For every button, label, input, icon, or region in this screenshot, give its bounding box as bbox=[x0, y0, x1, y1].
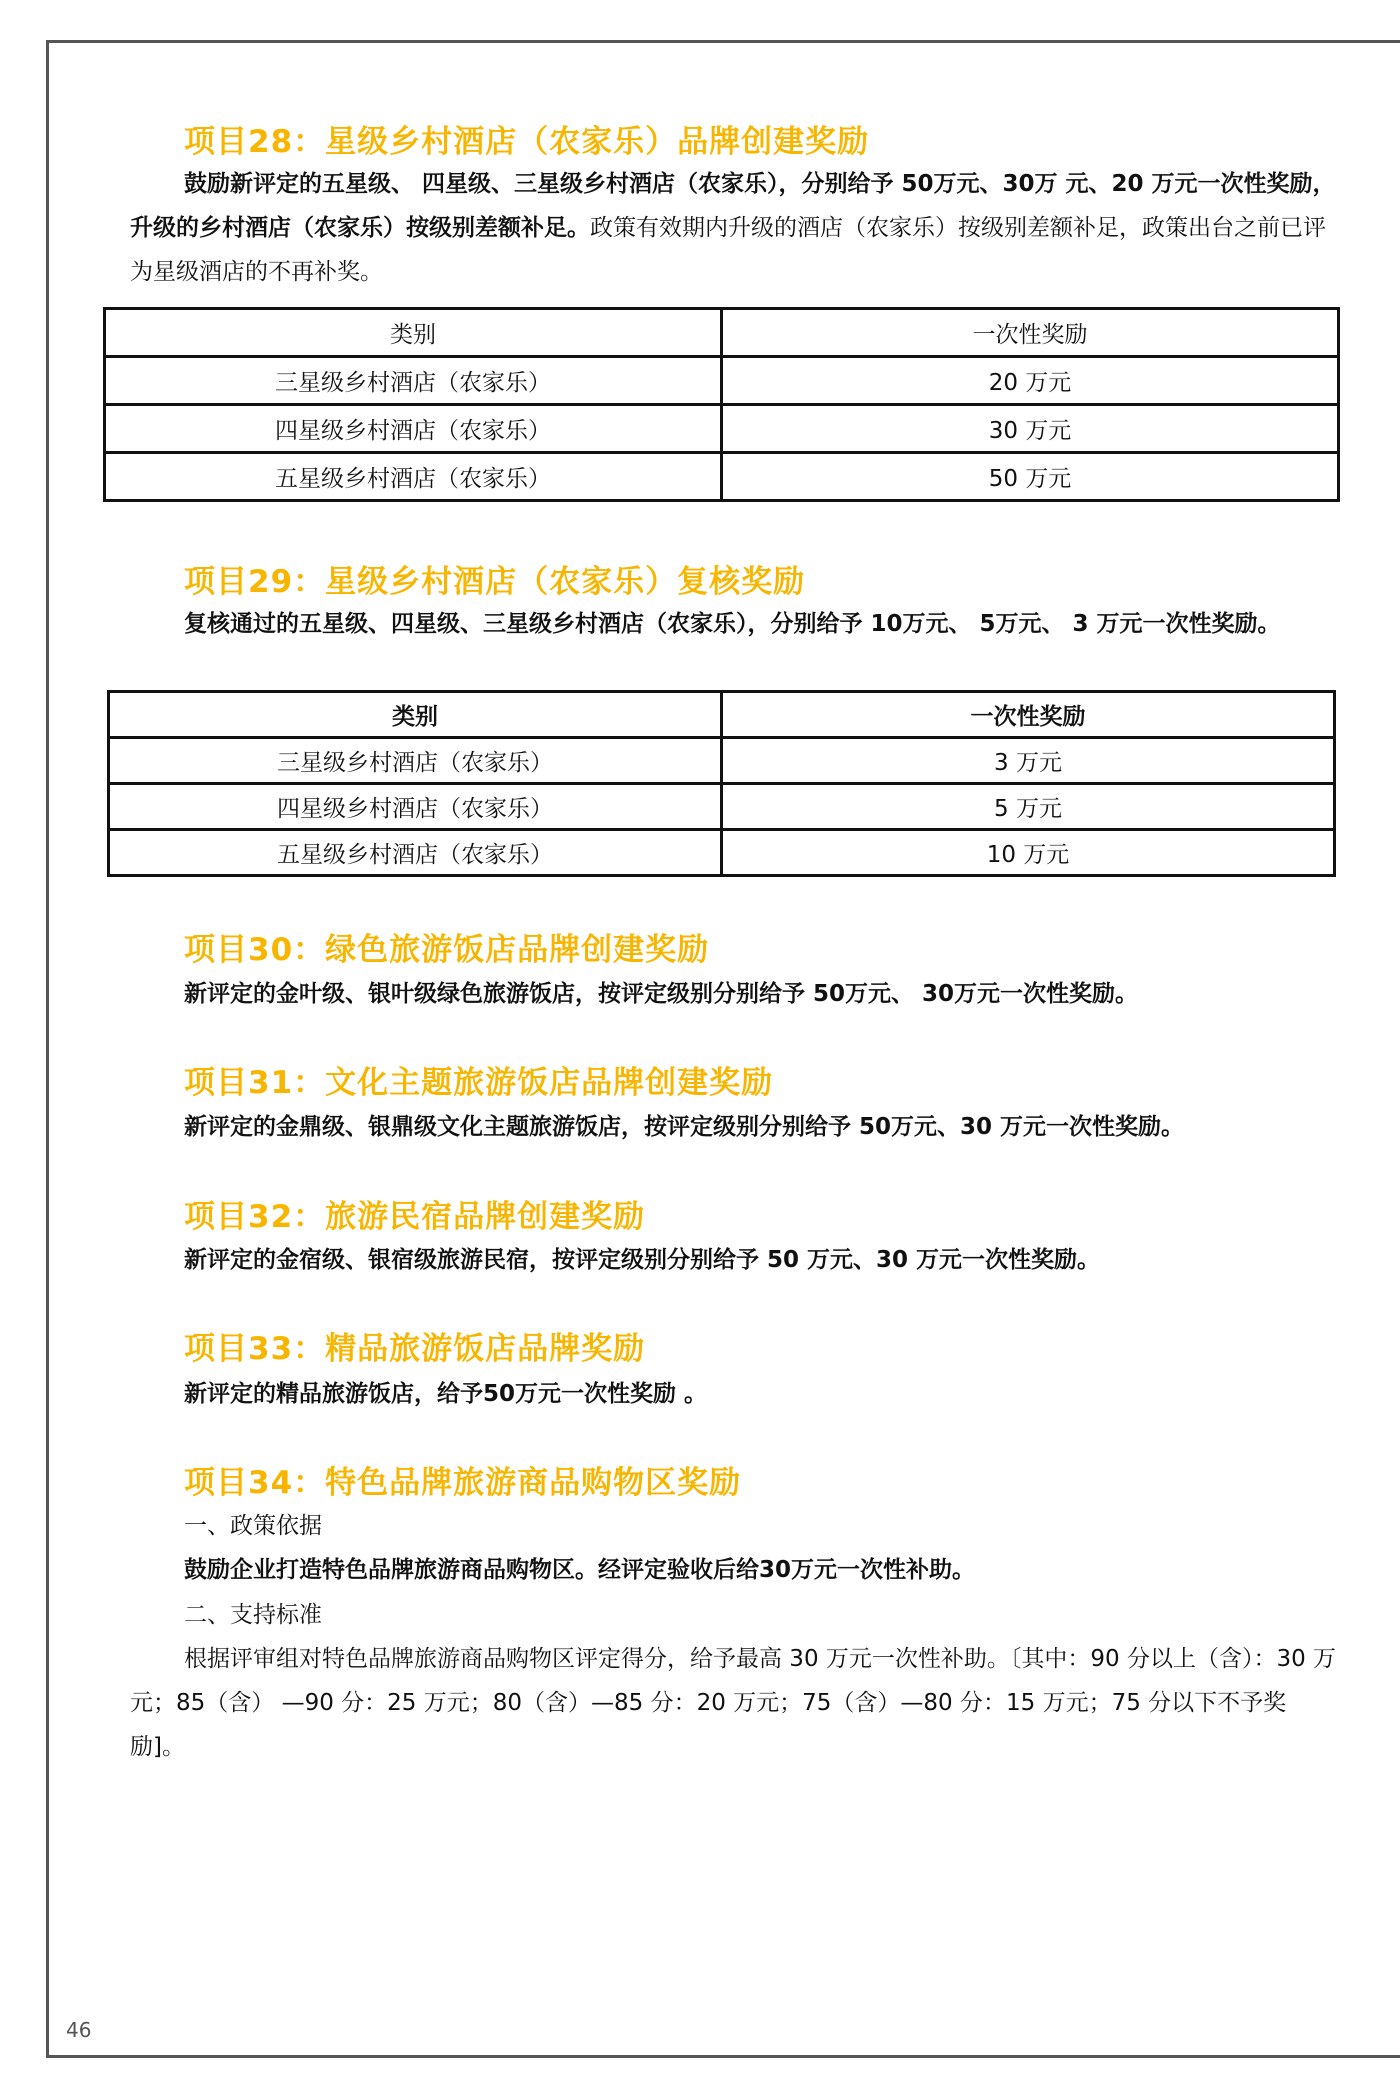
section-body-32: 新评定的金宿级、银宿级旅游民宿，按评定级别分别给予 50 万元、30 万元一次性奖励。 bbox=[184, 1247, 1101, 1273]
section-body-34-basis: 鼓励企业打造特色品牌旅游商品购物区。经评定验收后给30万元一次性补助。 bbox=[184, 1557, 976, 1583]
section-title-32: 项目32：旅游民宿品牌创建奖励 bbox=[184, 1199, 646, 1235]
subheading-support-standard: 二、支持标准 bbox=[184, 1602, 322, 1628]
body-bold: 鼓励新评定的五星级、 四星级、三星级乡村酒店（农家乐），分别给予 50万元、30万 元、20 万元一次性奖励，升级的乡村酒店（农家乐）按级别差额补足。 bbox=[130, 171, 1336, 241]
section-title-34: 项目34：特色品牌旅游商品购物区奖励 bbox=[184, 1465, 742, 1501]
table-28 bbox=[103, 307, 1340, 502]
header-cell: 类别 bbox=[105, 309, 722, 357]
cell: 五星级乡村酒店（农家乐） bbox=[105, 453, 722, 501]
table-row bbox=[109, 738, 1335, 784]
section-title-33: 项目33：精品旅游饭店品牌奖励 bbox=[184, 1331, 646, 1367]
table-row bbox=[109, 784, 1335, 830]
section-title-31: 项目31：文化主题旅游饭店品牌创建奖励 bbox=[184, 1065, 774, 1101]
page-number: 46 bbox=[66, 2018, 92, 2042]
header-cell: 一次性奖励 bbox=[722, 692, 1335, 738]
subheading-policy-basis: 一、政策依据 bbox=[184, 1513, 322, 1539]
cell: 三星级乡村酒店（农家乐） bbox=[105, 357, 722, 405]
cell: 四星级乡村酒店（农家乐） bbox=[105, 405, 722, 453]
cell: 三星级乡村酒店（农家乐） bbox=[109, 738, 722, 784]
section-body-34-standard: 根据评审组对特色品牌旅游商品购物区评定得分，给予最高 30 万元一次性补助。〔其中：90 分以上（含）：30 万元；85（含） —90 分：25 万元；80（含）—85 分：20 万元；75（含）—80 分：15 万元；75 分以下不予奖励]。 bbox=[130, 1646, 1337, 1760]
table-header bbox=[109, 692, 1335, 738]
cell: 3 万元 bbox=[722, 738, 1335, 784]
cell: 30 万元 bbox=[722, 405, 1339, 453]
table-row bbox=[105, 357, 1339, 405]
section-title-30: 项目30：绿色旅游饭店品牌创建奖励 bbox=[184, 932, 710, 968]
section-title-29: 项目29：星级乡村酒店（农家乐）复核奖励 bbox=[184, 564, 806, 600]
table-header bbox=[105, 309, 1339, 357]
section-body-31: 新评定的金鼎级、银鼎级文化主题旅游饭店，按评定级别分别给予 50万元、30 万元一次性奖励。 bbox=[184, 1114, 1185, 1140]
table-row bbox=[105, 453, 1339, 501]
section-body-29: 复核通过的五星级、四星级、三星级乡村酒店（农家乐），分别给予 10万元、 5万元、 3 万元一次性奖励。 bbox=[184, 611, 1281, 637]
table-29 bbox=[107, 690, 1336, 877]
cell: 10 万元 bbox=[722, 830, 1335, 876]
header-cell: 类别 bbox=[109, 692, 722, 738]
section-body-30: 新评定的金叶级、银叶级绿色旅游饭店，按评定级别分别给予 50万元、 30万元一次性奖励。 bbox=[184, 981, 1139, 1007]
table-row bbox=[109, 830, 1335, 876]
cell: 五星级乡村酒店（农家乐） bbox=[109, 830, 722, 876]
cell: 20 万元 bbox=[722, 357, 1339, 405]
section-title-28: 项目28：星级乡村酒店（农家乐）品牌创建奖励 bbox=[184, 124, 870, 160]
table-row bbox=[105, 405, 1339, 453]
section-body-33: 新评定的精品旅游饭店，给予50万元一次性奖励 。 bbox=[184, 1381, 708, 1407]
section-body-28 bbox=[130, 162, 1340, 294]
cell: 5 万元 bbox=[722, 784, 1335, 830]
cell: 四星级乡村酒店（农家乐） bbox=[109, 784, 722, 830]
cell: 50 万元 bbox=[722, 453, 1339, 501]
body-normal: 政策有效期内升级的酒店（农家乐）按级别差额补足，政策出台之前已评为星级酒店的不再补奖。 bbox=[130, 215, 1326, 285]
header-cell: 一次性奖励 bbox=[722, 309, 1339, 357]
